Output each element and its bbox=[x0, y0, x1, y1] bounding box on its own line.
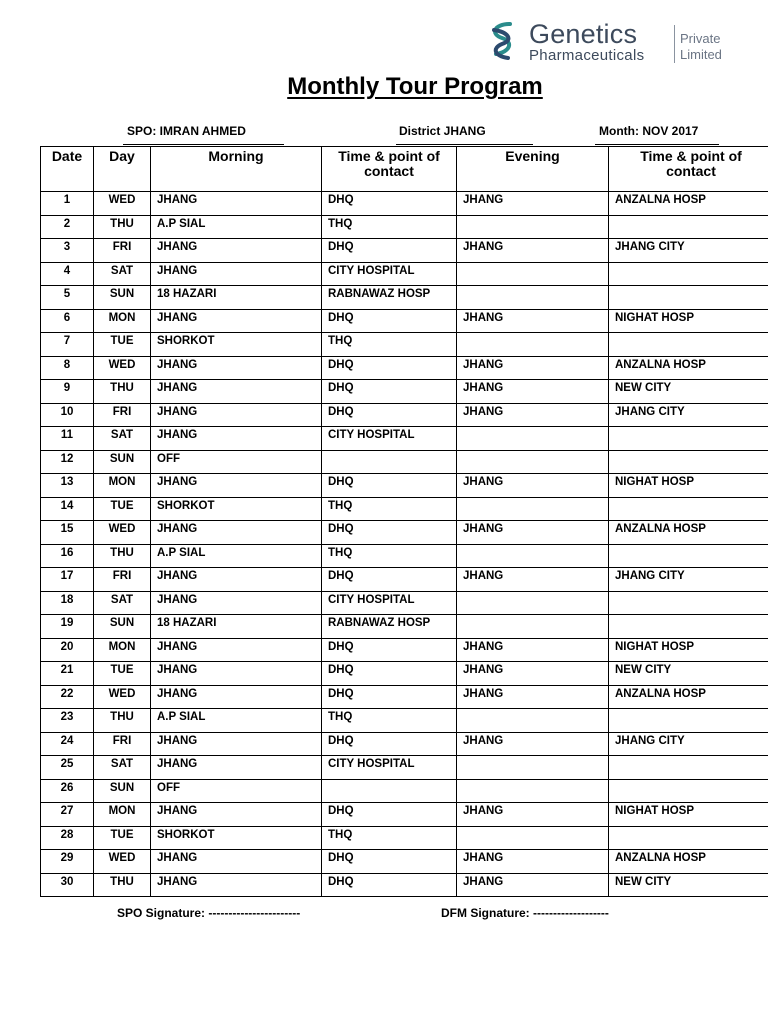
cell-day: SAT bbox=[94, 262, 151, 286]
cell-morning-contact: THQ bbox=[322, 215, 457, 239]
cell-evening bbox=[457, 427, 609, 451]
cell-date: 16 bbox=[41, 544, 94, 568]
cell-evening-contact: NIGHAT HOSP bbox=[609, 803, 768, 827]
company-logo bbox=[484, 18, 744, 66]
cell-date: 21 bbox=[41, 662, 94, 686]
cell-morning: JHANG bbox=[151, 262, 322, 286]
cell-evening bbox=[457, 779, 609, 803]
cell-morning-contact: DHQ bbox=[322, 239, 457, 263]
cell-evening-contact bbox=[609, 286, 768, 310]
cell-date: 17 bbox=[41, 568, 94, 592]
cell-morning-contact bbox=[322, 779, 457, 803]
cell-day: WED bbox=[94, 356, 151, 380]
table-row bbox=[41, 615, 768, 639]
cell-morning-contact: RABNAWAZ HOSP bbox=[322, 286, 457, 310]
cell-morning-contact: CITY HOSPITAL bbox=[322, 756, 457, 780]
cell-date: 14 bbox=[41, 497, 94, 521]
cell-morning: JHANG bbox=[151, 662, 322, 686]
cell-morning-contact: RABNAWAZ HOSP bbox=[322, 615, 457, 639]
table-row bbox=[41, 826, 768, 850]
table-row bbox=[41, 756, 768, 780]
cell-date: 8 bbox=[41, 356, 94, 380]
cell-day: WED bbox=[94, 521, 151, 545]
cell-date: 11 bbox=[41, 427, 94, 451]
cell-day: FRI bbox=[94, 239, 151, 263]
cell-date: 22 bbox=[41, 685, 94, 709]
cell-date: 1 bbox=[41, 192, 94, 216]
cell-morning: SHORKOT bbox=[151, 497, 322, 521]
logo-name: Genetics bbox=[529, 19, 638, 49]
spo-signature: SPO Signature: ----------------------- bbox=[117, 906, 301, 920]
cell-date: 15 bbox=[41, 521, 94, 545]
cell-date: 4 bbox=[41, 262, 94, 286]
cell-morning-contact: THQ bbox=[322, 826, 457, 850]
cell-morning-contact: DHQ bbox=[322, 474, 457, 498]
cell-evening-contact bbox=[609, 826, 768, 850]
cell-day: THU bbox=[94, 215, 151, 239]
cell-evening-contact: NEW CITY bbox=[609, 662, 768, 686]
cell-day: WED bbox=[94, 685, 151, 709]
cell-day: SUN bbox=[94, 286, 151, 310]
cell-morning: JHANG bbox=[151, 239, 322, 263]
tour-program-table bbox=[40, 146, 768, 897]
logo-subtitle: Pharmaceuticals bbox=[529, 47, 645, 64]
cell-morning-contact: DHQ bbox=[322, 873, 457, 897]
table-row bbox=[41, 333, 768, 357]
cell-evening: JHANG bbox=[457, 685, 609, 709]
cell-day: FRI bbox=[94, 568, 151, 592]
col-header-day: Day bbox=[94, 147, 151, 192]
page-title: Monthly Tour Program bbox=[287, 73, 543, 100]
cell-morning-contact: DHQ bbox=[322, 568, 457, 592]
cell-morning-contact: DHQ bbox=[322, 803, 457, 827]
table-row bbox=[41, 709, 768, 733]
cell-morning: JHANG bbox=[151, 568, 322, 592]
cell-evening-contact: NIGHAT HOSP bbox=[609, 309, 768, 333]
cell-morning-contact: DHQ bbox=[322, 732, 457, 756]
cell-evening-contact bbox=[609, 497, 768, 521]
cell-evening-contact: NEW CITY bbox=[609, 380, 768, 404]
table-row bbox=[41, 779, 768, 803]
cell-evening: JHANG bbox=[457, 356, 609, 380]
cell-evening: JHANG bbox=[457, 192, 609, 216]
cell-day: SAT bbox=[94, 756, 151, 780]
table-row bbox=[41, 662, 768, 686]
cell-evening bbox=[457, 826, 609, 850]
cell-evening-contact: JHANG CITY bbox=[609, 239, 768, 263]
cell-day: TUE bbox=[94, 662, 151, 686]
cell-morning: JHANG bbox=[151, 474, 322, 498]
cell-date: 30 bbox=[41, 873, 94, 897]
cell-evening-contact: JHANG CITY bbox=[609, 568, 768, 592]
cell-evening bbox=[457, 709, 609, 733]
cell-evening bbox=[457, 615, 609, 639]
cell-morning: JHANG bbox=[151, 685, 322, 709]
cell-day: TUE bbox=[94, 333, 151, 357]
cell-date: 13 bbox=[41, 474, 94, 498]
cell-morning-contact: DHQ bbox=[322, 356, 457, 380]
cell-evening-contact bbox=[609, 262, 768, 286]
cell-evening bbox=[457, 215, 609, 239]
cell-evening: JHANG bbox=[457, 403, 609, 427]
cell-evening bbox=[457, 450, 609, 474]
cell-evening: JHANG bbox=[457, 568, 609, 592]
table-row bbox=[41, 309, 768, 333]
cell-day: FRI bbox=[94, 732, 151, 756]
cell-morning: A.P SIAL bbox=[151, 215, 322, 239]
table-row bbox=[41, 544, 768, 568]
cell-morning-contact: THQ bbox=[322, 497, 457, 521]
cell-day: MON bbox=[94, 638, 151, 662]
cell-evening-contact bbox=[609, 756, 768, 780]
cell-day: SAT bbox=[94, 427, 151, 451]
district-name: District JHANG bbox=[396, 124, 533, 145]
cell-evening: JHANG bbox=[457, 850, 609, 874]
cell-morning: SHORKOT bbox=[151, 826, 322, 850]
cell-morning: JHANG bbox=[151, 873, 322, 897]
cell-date: 18 bbox=[41, 591, 94, 615]
table-row bbox=[41, 474, 768, 498]
cell-morning-contact: DHQ bbox=[322, 685, 457, 709]
cell-evening: JHANG bbox=[457, 474, 609, 498]
cell-evening bbox=[457, 262, 609, 286]
cell-day: MON bbox=[94, 474, 151, 498]
cell-date: 24 bbox=[41, 732, 94, 756]
cell-morning-contact: DHQ bbox=[322, 192, 457, 216]
cell-date: 6 bbox=[41, 309, 94, 333]
table-row bbox=[41, 356, 768, 380]
table-row bbox=[41, 403, 768, 427]
cell-date: 27 bbox=[41, 803, 94, 827]
cell-day: THU bbox=[94, 380, 151, 404]
logo-limited: Limited bbox=[680, 47, 722, 62]
table-row bbox=[41, 732, 768, 756]
cell-evening-contact: ANZALNA HOSP bbox=[609, 521, 768, 545]
cell-morning: JHANG bbox=[151, 803, 322, 827]
genetics-helix-icon bbox=[484, 20, 520, 62]
col-header-morning: Morning bbox=[151, 147, 322, 192]
cell-evening-contact: ANZALNA HOSP bbox=[609, 192, 768, 216]
cell-evening: JHANG bbox=[457, 803, 609, 827]
cell-day: MON bbox=[94, 803, 151, 827]
cell-morning-contact: DHQ bbox=[322, 638, 457, 662]
cell-day: SUN bbox=[94, 779, 151, 803]
col-header-morning-contact: Time & point of contact bbox=[322, 147, 457, 192]
cell-date: 5 bbox=[41, 286, 94, 310]
cell-date: 9 bbox=[41, 380, 94, 404]
table-row bbox=[41, 497, 768, 521]
cell-day: SUN bbox=[94, 615, 151, 639]
cell-date: 2 bbox=[41, 215, 94, 239]
cell-morning: JHANG bbox=[151, 638, 322, 662]
table-row bbox=[41, 850, 768, 874]
cell-evening: JHANG bbox=[457, 239, 609, 263]
cell-morning-contact: CITY HOSPITAL bbox=[322, 262, 457, 286]
cell-morning-contact: THQ bbox=[322, 709, 457, 733]
cell-evening-contact: JHANG CITY bbox=[609, 403, 768, 427]
cell-morning-contact: THQ bbox=[322, 333, 457, 357]
cell-day: WED bbox=[94, 850, 151, 874]
table-row bbox=[41, 803, 768, 827]
cell-day: WED bbox=[94, 192, 151, 216]
table-row bbox=[41, 591, 768, 615]
cell-date: 28 bbox=[41, 826, 94, 850]
cell-morning-contact: DHQ bbox=[322, 309, 457, 333]
cell-evening: JHANG bbox=[457, 662, 609, 686]
cell-morning: JHANG bbox=[151, 403, 322, 427]
cell-morning: JHANG bbox=[151, 356, 322, 380]
cell-morning: 18 HAZARI bbox=[151, 615, 322, 639]
cell-day: FRI bbox=[94, 403, 151, 427]
cell-day: THU bbox=[94, 873, 151, 897]
cell-evening-contact bbox=[609, 427, 768, 451]
cell-morning-contact: DHQ bbox=[322, 521, 457, 545]
cell-day: MON bbox=[94, 309, 151, 333]
cell-day: THU bbox=[94, 544, 151, 568]
cell-evening-contact bbox=[609, 591, 768, 615]
spo-name: SPO: IMRAN AHMED bbox=[123, 124, 284, 145]
cell-morning: JHANG bbox=[151, 850, 322, 874]
table-row bbox=[41, 239, 768, 263]
cell-morning-contact: CITY HOSPITAL bbox=[322, 427, 457, 451]
table-header-row bbox=[41, 147, 768, 192]
cell-evening-contact: JHANG CITY bbox=[609, 732, 768, 756]
cell-evening bbox=[457, 286, 609, 310]
cell-morning: JHANG bbox=[151, 732, 322, 756]
cell-morning: OFF bbox=[151, 450, 322, 474]
cell-evening-contact bbox=[609, 544, 768, 568]
cell-day: THU bbox=[94, 709, 151, 733]
table-row bbox=[41, 568, 768, 592]
cell-date: 25 bbox=[41, 756, 94, 780]
cell-morning: 18 HAZARI bbox=[151, 286, 322, 310]
cell-morning: JHANG bbox=[151, 380, 322, 404]
cell-evening bbox=[457, 591, 609, 615]
cell-morning-contact: DHQ bbox=[322, 662, 457, 686]
cell-morning: JHANG bbox=[151, 521, 322, 545]
cell-morning-contact: DHQ bbox=[322, 850, 457, 874]
table-row bbox=[41, 286, 768, 310]
cell-evening bbox=[457, 497, 609, 521]
cell-date: 29 bbox=[41, 850, 94, 874]
cell-evening-contact: NIGHAT HOSP bbox=[609, 474, 768, 498]
cell-date: 10 bbox=[41, 403, 94, 427]
col-header-evening-contact: Time & point of contact bbox=[609, 147, 768, 192]
table-row bbox=[41, 215, 768, 239]
cell-day: TUE bbox=[94, 826, 151, 850]
table-row bbox=[41, 638, 768, 662]
cell-evening: JHANG bbox=[457, 638, 609, 662]
cell-morning-contact bbox=[322, 450, 457, 474]
cell-morning: A.P SIAL bbox=[151, 709, 322, 733]
cell-morning-contact: THQ bbox=[322, 544, 457, 568]
cell-evening-contact: ANZALNA HOSP bbox=[609, 685, 768, 709]
cell-date: 23 bbox=[41, 709, 94, 733]
cell-evening-contact: ANZALNA HOSP bbox=[609, 356, 768, 380]
cell-evening-contact: ANZALNA HOSP bbox=[609, 850, 768, 874]
table-row bbox=[41, 192, 768, 216]
table-row bbox=[41, 521, 768, 545]
col-header-date: Date bbox=[41, 147, 94, 192]
dfm-signature: DFM Signature: ------------------- bbox=[441, 906, 609, 920]
cell-morning: A.P SIAL bbox=[151, 544, 322, 568]
cell-evening-contact bbox=[609, 450, 768, 474]
cell-evening-contact: NEW CITY bbox=[609, 873, 768, 897]
cell-evening-contact bbox=[609, 709, 768, 733]
cell-evening bbox=[457, 333, 609, 357]
cell-morning-contact: DHQ bbox=[322, 403, 457, 427]
cell-morning-contact: CITY HOSPITAL bbox=[322, 591, 457, 615]
cell-evening-contact bbox=[609, 779, 768, 803]
month-label: Month: NOV 2017 bbox=[595, 124, 719, 145]
cell-evening: JHANG bbox=[457, 521, 609, 545]
cell-date: 12 bbox=[41, 450, 94, 474]
cell-morning: JHANG bbox=[151, 427, 322, 451]
cell-evening: JHANG bbox=[457, 380, 609, 404]
cell-evening bbox=[457, 544, 609, 568]
cell-evening bbox=[457, 756, 609, 780]
cell-date: 19 bbox=[41, 615, 94, 639]
cell-evening: JHANG bbox=[457, 732, 609, 756]
table-row bbox=[41, 450, 768, 474]
logo-private: Private bbox=[680, 31, 721, 46]
cell-morning-contact: DHQ bbox=[322, 380, 457, 404]
cell-day: SUN bbox=[94, 450, 151, 474]
cell-date: 26 bbox=[41, 779, 94, 803]
cell-date: 20 bbox=[41, 638, 94, 662]
cell-day: TUE bbox=[94, 497, 151, 521]
table-row bbox=[41, 380, 768, 404]
cell-evening-contact bbox=[609, 615, 768, 639]
cell-evening: JHANG bbox=[457, 309, 609, 333]
logo-divider bbox=[674, 25, 675, 63]
cell-evening: JHANG bbox=[457, 873, 609, 897]
table-row bbox=[41, 427, 768, 451]
table-row bbox=[41, 873, 768, 897]
cell-evening-contact bbox=[609, 333, 768, 357]
cell-date: 3 bbox=[41, 239, 94, 263]
cell-day: SAT bbox=[94, 591, 151, 615]
cell-morning: SHORKOT bbox=[151, 333, 322, 357]
cell-morning: OFF bbox=[151, 779, 322, 803]
cell-evening-contact bbox=[609, 215, 768, 239]
col-header-evening: Evening bbox=[457, 147, 609, 192]
cell-morning: JHANG bbox=[151, 192, 322, 216]
cell-date: 7 bbox=[41, 333, 94, 357]
cell-morning: JHANG bbox=[151, 309, 322, 333]
table-row bbox=[41, 262, 768, 286]
cell-morning: JHANG bbox=[151, 756, 322, 780]
table-row bbox=[41, 685, 768, 709]
cell-evening-contact: NIGHAT HOSP bbox=[609, 638, 768, 662]
table-body bbox=[41, 192, 768, 897]
cell-morning: JHANG bbox=[151, 591, 322, 615]
